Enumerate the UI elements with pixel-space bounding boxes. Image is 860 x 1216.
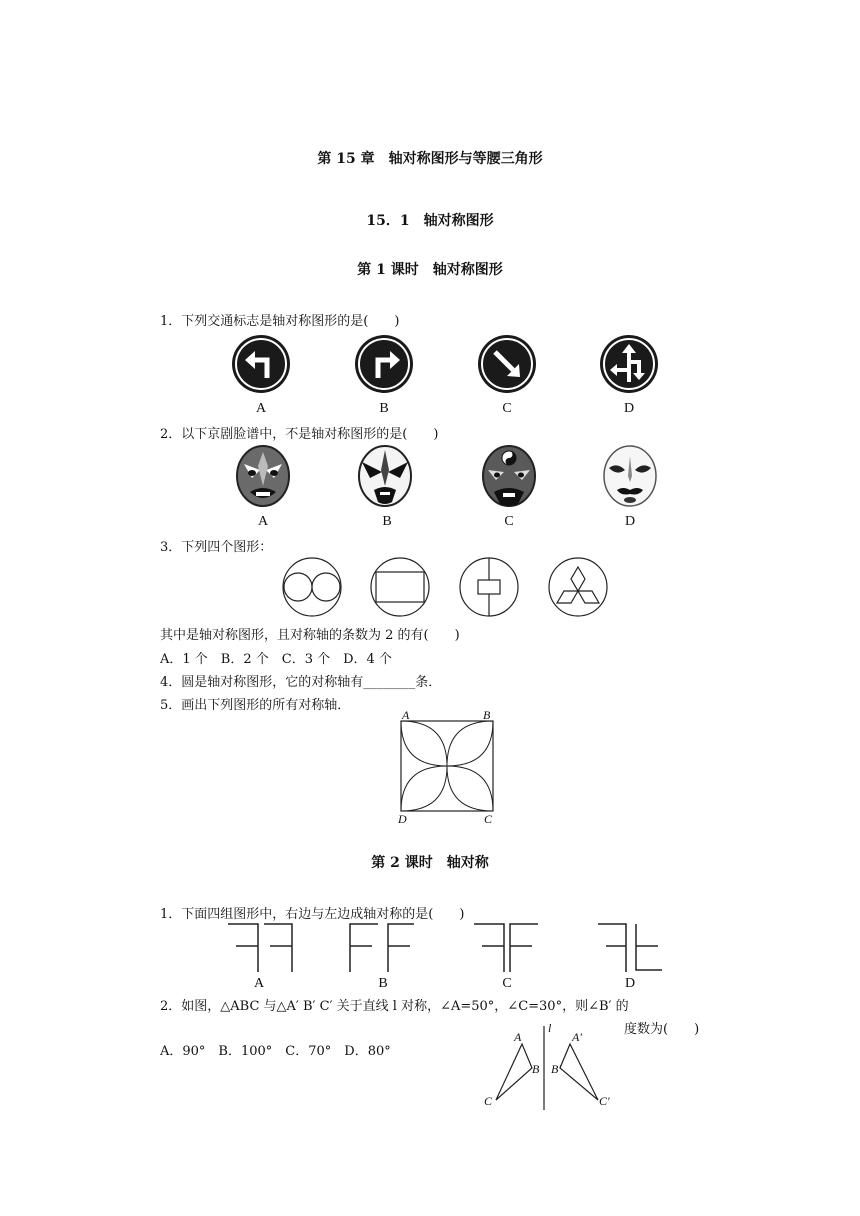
square-vertex-c-label: C: [484, 812, 493, 826]
triangle-vertex-b-label: B: [532, 1062, 540, 1076]
traffic-sign-d-icon: [599, 334, 659, 394]
opera-mask-c-icon: [480, 446, 538, 510]
lesson2-q1-option-c-label: C: [502, 976, 512, 991]
lesson2-question-1: 1．下面四组图形中，右边与左边成轴对称的是( ): [160, 907, 465, 922]
lesson2-q1-option-a-label: A: [253, 976, 265, 991]
triangle-vertex-a-label: A: [514, 1030, 522, 1044]
traffic-sign-a-icon: [231, 334, 291, 394]
opera-mask-a-icon: [234, 446, 292, 510]
opera-mask-d-icon: [601, 446, 659, 510]
symmetry-line-l-label: l: [548, 1021, 552, 1035]
q1-option-a-label: A: [255, 401, 267, 416]
lesson2-title: 第 2 课时 轴对称: [371, 855, 489, 871]
lesson2-q1-option-d-label: D: [624, 976, 636, 991]
triangle-vertex-a-prime-label: A′: [572, 1030, 582, 1044]
mirror-pair-d: [596, 922, 666, 974]
mirror-pair-b: [348, 922, 418, 974]
figure-cross-rect-in-circle: [459, 557, 519, 617]
traffic-sign-b-icon: [354, 334, 414, 394]
figure-two-circles-in-circle: [282, 557, 342, 617]
q2-option-a-label: A: [257, 514, 269, 529]
figure-rectangle-in-circle: [370, 557, 430, 617]
lesson2-question-2-options: A．90° B．100° C．70° D．80°: [160, 1044, 391, 1059]
traffic-sign-c-icon: [477, 334, 537, 394]
lesson2-question-2-line2: 度数为( ): [624, 1022, 700, 1037]
section-title: 15．1 轴对称图形: [366, 213, 494, 229]
triangle-vertex-c-label: C: [484, 1094, 493, 1108]
q2-option-c-label: C: [504, 514, 514, 529]
lesson2-question-2-line1: 2．如图，△ABC 与△A′ B′ C′ 关于直线 l 对称，∠A=50°，∠C=30°，则∠B′ 的: [160, 999, 629, 1014]
lesson1-question-3: 3．下列四个图形：: [160, 540, 273, 555]
square-petal-figure: [400, 720, 494, 812]
q1-option-c-label: C: [502, 401, 512, 416]
symmetric-triangles-figure: [486, 1024, 606, 1112]
lesson1-question-1: 1．下列交通标志是轴对称图形的是( ): [160, 314, 400, 329]
q2-option-d-label: D: [624, 514, 636, 529]
lesson2-q1-option-b-label: B: [378, 976, 388, 991]
square-vertex-b-label: B: [483, 708, 491, 722]
lesson1-question-3-prompt: 其中是轴对称图形，且对称轴的条数为 2 的有( ): [160, 628, 460, 643]
triangle-vertex-c-prime-label: C′: [599, 1094, 610, 1108]
chapter-title: 第 15 章 轴对称图形与等腰三角形: [317, 151, 543, 167]
lesson1-question-5: 5．画出下列图形的所有对称轴．: [160, 698, 351, 713]
figure-three-diamonds-in-circle: [548, 557, 608, 617]
lesson1-question-4: 4．圆是轴对称图形，它的对称轴有________条．: [160, 675, 442, 690]
lesson1-title: 第 1 课时 轴对称图形: [357, 262, 503, 278]
square-vertex-a-label: A: [402, 708, 410, 722]
lesson1-question-2: 2．以下京剧脸谱中，不是轴对称图形的是( ): [160, 427, 439, 442]
q1-option-b-label: B: [379, 401, 389, 416]
mirror-pair-a: [226, 922, 296, 974]
lesson1-question-3-options: A．1 个 B．2 个 C．3 个 D．4 个: [160, 652, 392, 667]
q1-option-d-label: D: [623, 401, 635, 416]
square-vertex-d-label: D: [398, 812, 407, 826]
triangle-vertex-b-prime-label: B′: [551, 1062, 561, 1076]
mirror-pair-c: [472, 922, 542, 974]
q2-option-b-label: B: [382, 514, 392, 529]
opera-mask-b-icon: [356, 446, 414, 510]
